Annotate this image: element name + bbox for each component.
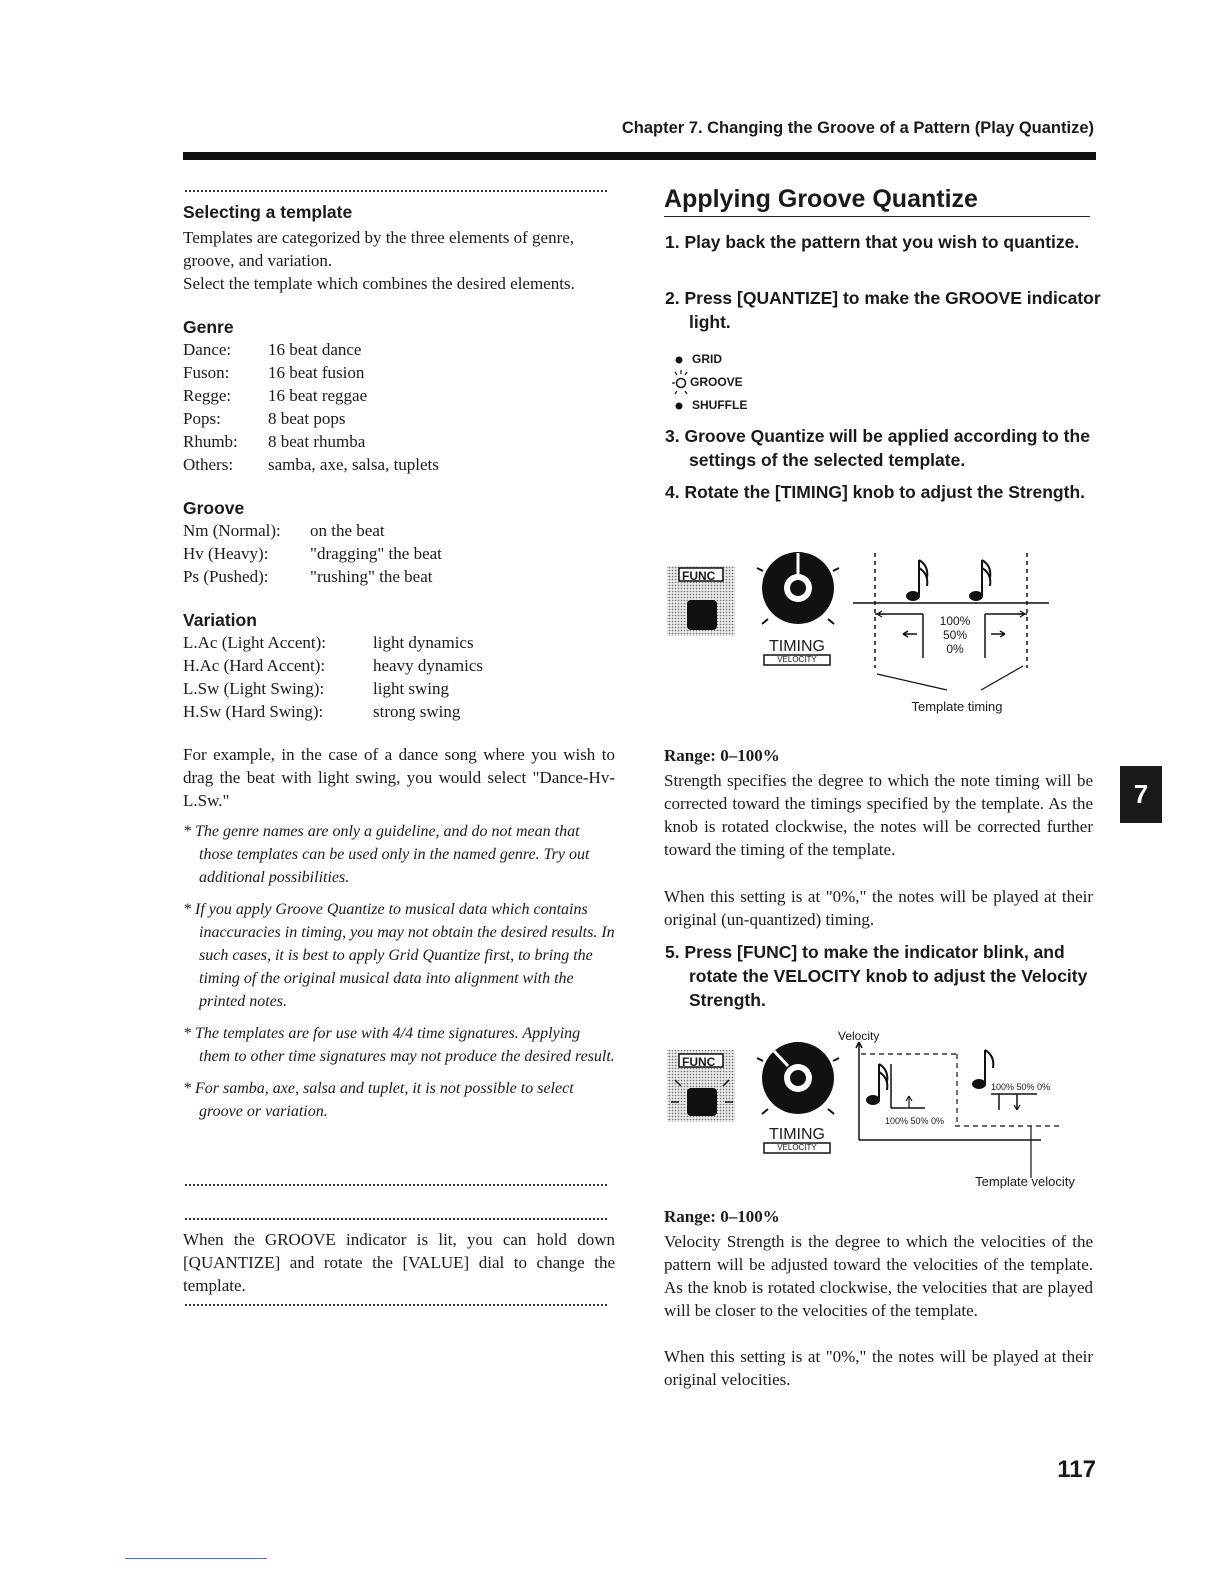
groove-value: "rushing" the beat [310, 567, 433, 586]
groove-row [183, 542, 615, 565]
variation-key: H.Ac (Hard Accent): [183, 656, 326, 675]
timing-figure [665, 548, 1095, 723]
genre-row [183, 430, 615, 453]
tip-text: When the GROOVE indicator is lit, you can hold down [QUANTIZE] and rotate the [VALUE] dial to change the template. [183, 1230, 615, 1295]
note-item: * For samba, axe, salsa and tuplet, it is not possible to select groove or variation. [183, 1080, 574, 1120]
groove-table [183, 519, 615, 588]
genre-row [183, 453, 615, 476]
variation-table [183, 631, 615, 723]
genre-key: Others: [183, 455, 234, 474]
timing-figure-graphic [665, 548, 1095, 723]
func-button-icon [687, 600, 717, 630]
variation-key: L.Ac (Light Accent): [183, 633, 327, 652]
velocity-range-para-2: When this setting is at "0%," the notes will be played at their original velocities. [664, 1347, 1093, 1389]
genre-row [183, 338, 615, 361]
timing-knob-label: TIMING [769, 638, 825, 655]
variation-row [183, 654, 615, 677]
eighth-note-icon [906, 560, 927, 601]
velocity-axis-label: Velocity [838, 1029, 880, 1043]
genre-value: 16 beat fusion [268, 363, 365, 382]
step-5: 5. Press [FUNC] to make the indicator blink, and rotate the VELOCITY knob to adjust the Velocity Strength. [665, 942, 1088, 1010]
genre-table [183, 338, 615, 476]
pct-0: 0% [946, 642, 964, 656]
genre-row [183, 361, 615, 384]
grid-led-icon [676, 357, 683, 364]
func-label: FUNC [682, 569, 716, 583]
genre-row [183, 407, 615, 430]
velocity-caption: Template velocity [975, 1174, 1075, 1189]
step-1: 1. Play back the pattern that you wish to quantize. [665, 232, 1080, 252]
genre-value: 16 beat reggae [268, 386, 368, 405]
shuffle-led-icon [676, 403, 683, 410]
genre-value: samba, axe, salsa, tuplets [268, 455, 439, 474]
template-intro-2: Select the template which combines the desired elements. [183, 274, 575, 293]
func-label: FUNC [682, 1055, 716, 1069]
variation-value: heavy dynamics [373, 656, 483, 675]
velocity-sublabel: VELOCITY [777, 655, 817, 664]
example-paragraph: For example, in the case of a dance song where you wish to drag the beat with light swing, you would select "Dance-Hv-L.Sw." [183, 745, 615, 810]
variation-value: light swing [373, 679, 450, 698]
genre-value: 16 beat dance [268, 340, 362, 359]
variation-row [183, 677, 615, 700]
header-rule [183, 152, 1096, 160]
velocity-range-para-1: Velocity Strength is the degree to which the velocities of the pattern will be adjusted toward the velocities of the template. As the knob is rotated clockwise, the velocities that are played will be closer to the velocities of the template. [664, 1232, 1093, 1320]
chapter-tab: 7 [1120, 766, 1162, 823]
box-top-dots [185, 190, 607, 192]
groove-label: GROOVE [690, 375, 743, 389]
timing-range-para-2: When this setting is at "0%," the notes will be played at their original (un-quantized) timing. [664, 887, 1093, 929]
velocity-range-label: Range: 0–100% [664, 1207, 780, 1226]
note-item: * The templates are for use with 4/4 time signatures. Applying them to other time signatures may not produce the desired result. [183, 1025, 615, 1065]
variation-key: L.Sw (Light Swing): [183, 679, 325, 698]
groove-key: Ps (Pushed): [183, 567, 269, 586]
variation-heading: Variation [183, 610, 257, 630]
genre-key: Rhumb: [183, 432, 238, 451]
eighth-note-icon [866, 1064, 887, 1105]
template-intro-1: Templates are categorized by the three elements of genre, groove, and variation. [183, 228, 575, 270]
grid-label: GRID [692, 352, 722, 366]
groove-value: "dragging" the beat [310, 544, 442, 563]
tip-bottom-dots [185, 1304, 607, 1306]
indicator-diagram [670, 348, 790, 418]
pct-50: 50% [942, 628, 968, 642]
template-box [183, 202, 615, 1123]
groove-row [183, 519, 615, 542]
timing-caption: Template timing [911, 699, 1003, 714]
eighth-note-icon [969, 560, 990, 601]
timing-knob-label: TIMING [769, 1126, 825, 1143]
velocity-sublabel: VELOCITY [777, 1143, 817, 1152]
groove-key: Nm (Normal): [183, 521, 281, 540]
timing-range-para-1: Strength specifies the degree to which the note timing will be corrected toward the timings specified by the template. As the knob is rotated clockwise, the notes will be corrected further toward the timing of the template. [664, 771, 1093, 859]
step-2: 2. Press [QUANTIZE] to make the GROOVE indicator light. [665, 288, 1101, 332]
page-number: 117 [1057, 1456, 1096, 1483]
genre-key: Fuson: [183, 363, 230, 382]
groove-value: on the beat [310, 521, 385, 540]
genre-value: 8 beat pops [268, 409, 346, 428]
genre-value: 8 beat rhumba [268, 432, 366, 451]
func-button-blink-icon [687, 1088, 717, 1116]
timing-range-label: Range: 0–100% [664, 746, 780, 765]
variation-value: strong swing [373, 702, 461, 721]
genre-row [183, 384, 615, 407]
note-item: * If you apply Groove Quantize to musical data which contains inaccuracies in timing, you may not obtain the desired results. In such cases, it is best to apply Grid Quantize first, to bring the timing of the original musical data into alignment with the printed notes. [183, 901, 615, 1010]
variation-key: H.Sw (Hard Swing): [183, 702, 324, 721]
velocity-figure-graphic [665, 1028, 1095, 1193]
velocity-figure [665, 1028, 1095, 1193]
groove-led-icon [677, 379, 686, 388]
pct-left-scale: 100% 50% 0% [885, 1116, 945, 1126]
box-bottom-dots [185, 1184, 607, 1186]
chapter-header: Chapter 7. Changing the Groove of a Pattern (Play Quantize) [621, 119, 1094, 137]
step-4: 4. Rotate the [TIMING] knob to adjust the Strength. [665, 482, 1085, 502]
groove-row [183, 565, 615, 588]
genre-key: Dance: [183, 340, 232, 359]
variation-row [183, 631, 615, 654]
genre-key: Regge: [183, 386, 232, 405]
pct-100: 100% [939, 614, 971, 628]
genre-key: Pops: [183, 409, 221, 428]
groove-heading: Groove [183, 498, 245, 518]
step-3: 3. Groove Quantize will be applied according to the settings of the selected template. [665, 426, 1090, 470]
section-heading: Applying Groove Quantize [664, 185, 1090, 217]
variation-value: light dynamics [373, 633, 474, 652]
pct-right-scale: 100% 50% 0% [991, 1082, 1051, 1092]
groove-key: Hv (Heavy): [183, 544, 269, 563]
footer-rule [125, 1558, 267, 1559]
shuffle-label: SHUFFLE [692, 398, 748, 412]
variation-row [183, 700, 615, 723]
template-box-title: Selecting a template [183, 202, 353, 222]
tip-top-dots [185, 1218, 607, 1220]
note-item: * The genre names are only a guideline, and do not mean that those templates can be used only in the named genre. Try out additional possibilities. [183, 823, 590, 886]
genre-heading: Genre [183, 317, 234, 337]
